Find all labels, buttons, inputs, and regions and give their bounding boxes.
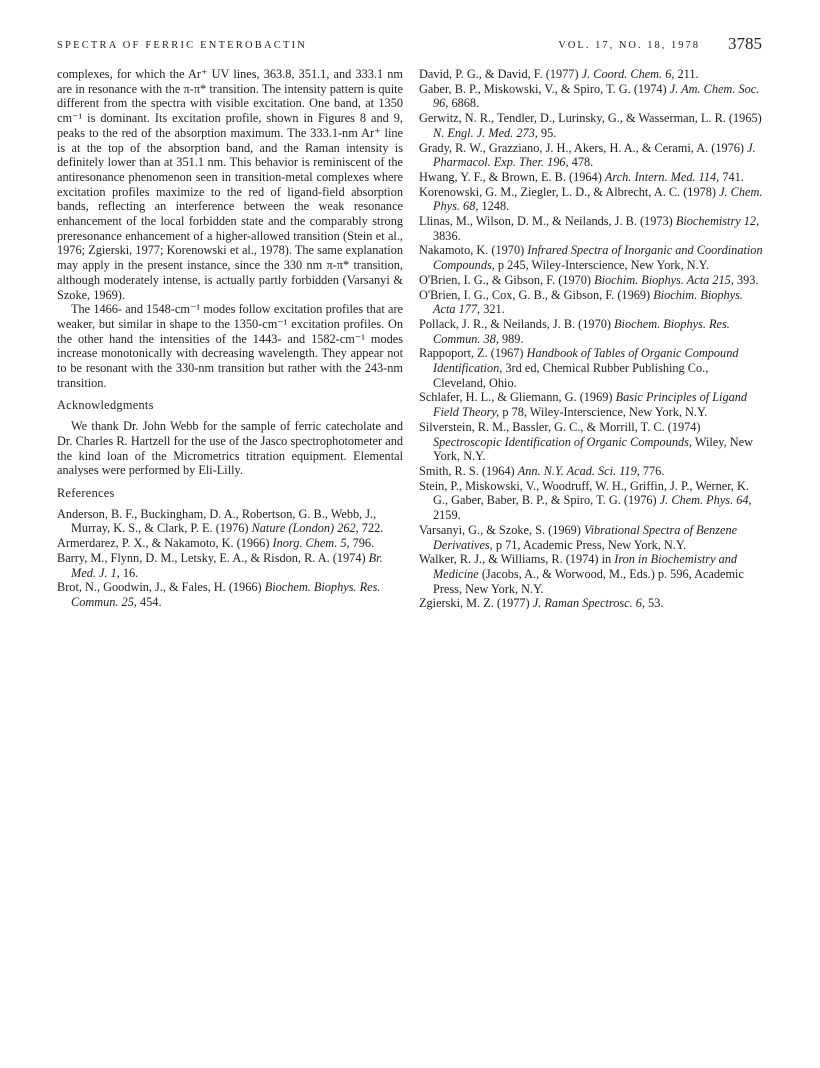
reference-source: J. Chem. Phys. 64, bbox=[659, 493, 752, 508]
reference-entry bbox=[419, 214, 763, 243]
reference-details: 741. bbox=[719, 169, 744, 184]
reference-details: 776. bbox=[639, 463, 665, 478]
reference-entry bbox=[57, 507, 403, 536]
reference-source: Basic Principles of Ligand Field Theory, bbox=[433, 390, 748, 420]
reference-entry bbox=[419, 552, 763, 596]
reference-authors: Walker, R. J., & Williams, R. (1974) in bbox=[419, 552, 615, 567]
references-heading: References bbox=[57, 485, 115, 500]
reference-entry bbox=[419, 82, 763, 111]
reference-details: 722. bbox=[358, 521, 384, 536]
reference-source: Arch. Intern. Med. 114, bbox=[604, 169, 720, 184]
reference-source: Ann. N.Y. Acad. Sci. 119, bbox=[517, 463, 640, 478]
reference-details: 3rd ed, Chemical Rubber Publishing Co., Cleveland, Ohio. bbox=[433, 361, 709, 390]
reference-source: Inorg. Chem. 5, bbox=[272, 536, 350, 551]
reference-authors: Nakamoto, K. (1970) bbox=[419, 243, 528, 258]
reference-entry bbox=[419, 67, 763, 82]
reference-authors: Pollack, J. R., & Neilands, J. B. (1970) bbox=[419, 316, 615, 331]
reference-source: J. Am. Chem. Soc. 96, bbox=[433, 81, 760, 111]
acknowledgments-text: We thank Dr. John Webb for the sample of ferric catecholate and Dr. Charles R. Hartzell for the use of the Jasco spectrophotometer and the kind loan of the Micrometrics titration equipment. Elemental analyses were performed by Eli-Lilly. bbox=[57, 419, 403, 478]
reference-source: Spectroscopic Identification of Organic Compounds, bbox=[433, 434, 692, 449]
reference-source: J. Coord. Chem. 6, bbox=[581, 67, 675, 81]
running-header bbox=[57, 34, 762, 56]
reference-source: N. Engl. J. Med. 273, bbox=[433, 125, 538, 140]
reference-entry bbox=[419, 390, 763, 419]
reference-authors: Zgierski, M. Z. (1977) bbox=[419, 596, 533, 611]
volume-info: VOL. 17, NO. 18, 1978 bbox=[558, 40, 700, 51]
reference-source: Infrared Spectra of Inorganic and Coordination Compounds, bbox=[433, 243, 763, 273]
reference-entry bbox=[419, 243, 763, 272]
reference-entry bbox=[419, 420, 763, 464]
running-title: SPECTRA OF FERRIC ENTEROBACTIN bbox=[57, 40, 308, 51]
reference-source: J. Pharmacol. Exp. Ther. 196, bbox=[433, 140, 756, 170]
reference-source: J. Raman Spectrosc. 6, bbox=[532, 596, 645, 611]
reference-entry bbox=[419, 111, 763, 140]
reference-details: (Jacobs, A., & Worwood, M., Eds.) p. 596, Academic Press, New York, N.Y. bbox=[433, 566, 744, 596]
reference-details: 53. bbox=[644, 596, 664, 611]
reference-details: p 71, Academic Press, New York, N.Y. bbox=[492, 537, 687, 552]
reference-entry bbox=[419, 479, 763, 523]
reference-authors: Barry, M., Flynn, D. M., Letsky, E. A., & Risdon, R. A. (1974) bbox=[57, 550, 369, 565]
reference-details: 989. bbox=[498, 331, 524, 346]
reference-entry bbox=[419, 273, 763, 288]
reference-authors: Schlafer, H. L., & Gliemann, G. (1969) bbox=[419, 390, 616, 405]
reference-details: 16. bbox=[119, 565, 139, 580]
reference-authors: Gaber, B. P., Miskowski, V., & Spiro, T. G. (1974) bbox=[419, 81, 670, 96]
reference-source: J. Chem. Phys. 68, bbox=[433, 184, 763, 214]
reference-authors: Llinas, M., Wilson, D. M., & Neilands, J. B. (1973) bbox=[419, 214, 676, 229]
reference-entry bbox=[419, 141, 763, 170]
reference-entry bbox=[57, 536, 403, 551]
reference-details: 211. bbox=[674, 67, 699, 81]
reference-source: Biochemistry 12, bbox=[675, 214, 760, 229]
reference-authors: O'Brien, I. G., Cox, G. B., & Gibson, F. (1969) bbox=[419, 287, 654, 302]
reference-authors: O'Brien, I. G., & Gibson, F. (1970) bbox=[419, 272, 595, 287]
left-column bbox=[57, 67, 403, 610]
reference-entry bbox=[419, 464, 763, 479]
reference-entry bbox=[419, 288, 763, 317]
reference-authors: Varsanyi, G., & Szoke, S. (1969) bbox=[419, 522, 584, 537]
reference-authors: Smith, R. S. (1964) bbox=[419, 463, 518, 478]
reference-details: 393. bbox=[733, 272, 759, 287]
reference-entry bbox=[57, 580, 403, 609]
reference-authors: Brot, N., Goodwin, J., & Fales, H. (1966) bbox=[57, 580, 265, 595]
acknowledgments-heading: Acknowledgments bbox=[57, 398, 154, 413]
reference-entry bbox=[419, 523, 763, 552]
reference-authors: Silverstein, R. M., Bassler, G. C., & Morrill, T. C. (1974) bbox=[419, 419, 701, 434]
reference-details: 796. bbox=[349, 536, 375, 551]
reference-entry bbox=[419, 185, 763, 214]
body-paragraph-1: complexes, for which the Ar⁺ UV lines, 363.8, 351.1, and 333.1 nm are in resonance with the π-π* transition. The intensity pattern is quite different from the spectra with visible excitation. One band, at 1350 cm⁻¹ is dominant. Its excitation profile, shown in Figures 8 and 9, peaks to the red of the absorption maximum. The 333.1-nm Ar⁺ line is at the top of the absorption band, and the Raman intensity is definitely lower than at 351.1 nm. This behavior is reminiscent of the antiresonance phenomenon seen in transition-metal complexes where excitation profiles maximize to the red of ligand-field absorption bands, reflecting an interference between the weak resonance enhancement of the local forbidden state and the comparably strong preresonance enhancement of a higher-allowed transition (Stein et al., 1976; Zgierski, 1977; Korenowski et al., 1978). The same explanation may apply in the present instance, since the 330 nm π-π* transition, although moderately intense, is actually partly forbidden (Varsanyi & Szoke, 1969). bbox=[57, 67, 403, 302]
reference-entry bbox=[419, 170, 763, 185]
reference-source: Biochem. Biophys. Res. Commun. 38, bbox=[433, 316, 730, 346]
reference-entry bbox=[419, 596, 763, 611]
reference-source: Vibrational Spectra of Benzene Derivatives, bbox=[433, 522, 738, 552]
reference-details: 6868. bbox=[448, 96, 480, 111]
reference-entry bbox=[419, 317, 763, 346]
reference-details: 2159. bbox=[433, 508, 461, 523]
reference-details: 321. bbox=[480, 302, 505, 317]
reference-details: p 245, Wiley-Interscience, New York, N.Y. bbox=[494, 258, 710, 273]
reference-list-right bbox=[419, 67, 763, 611]
reference-authors: Armerdarez, P. X., & Nakamoto, K. (1966) bbox=[57, 536, 273, 551]
reference-authors: Anderson, B. F., Buckingham, D. A., Robertson, G. B., Webb, J., Murray, K. S., & Clark, P. E. (1976) bbox=[57, 506, 377, 536]
reference-entry bbox=[57, 551, 403, 580]
body-paragraph-2: The 1466- and 1548-cm⁻¹ modes follow excitation profiles that are weaker, but similar in shape to the 1350-cm⁻¹ excitation profiles. On the other hand the intensities of the 1443- and 1582-cm⁻¹ modes increase monotonically with decreasing wavelength. They appear not to be resonant with the 330-nm transition but rather with the 243-nm transition. bbox=[57, 302, 403, 390]
reference-source: Biochem. Biophys. Res. Commun. 25, bbox=[71, 580, 381, 609]
reference-authors: Gerwitz, N. R., Tendler, D., Lurinsky, G., & Wasserman, L. R. (1965) bbox=[419, 111, 762, 126]
reference-authors: Rappoport, Z. (1967) bbox=[419, 346, 527, 361]
reference-source: Biochim. Biophys. Acta 215, bbox=[594, 272, 734, 287]
reference-entry bbox=[419, 346, 763, 390]
reference-details: 3836. bbox=[433, 228, 461, 243]
reference-source: Handbook of Tables of Organic Compound Identification, bbox=[433, 346, 739, 376]
reference-details: 95. bbox=[537, 125, 557, 140]
reference-list-left bbox=[57, 507, 403, 610]
page-number: 3785 bbox=[728, 34, 762, 53]
reference-details: p 78, Wiley-Interscience, New York, N.Y. bbox=[499, 405, 708, 420]
reference-details: 478. bbox=[568, 155, 594, 170]
right-column bbox=[419, 67, 763, 611]
reference-source: Br. Med. J. 1, bbox=[71, 550, 383, 580]
reference-source: Iron in Biochemistry and Medicine bbox=[433, 552, 738, 581]
reference-authors: Grady, R. W., Grazziano, J. H., Akers, H. A., & Cerami, A. (1976) bbox=[419, 140, 748, 155]
reference-details: 1248. bbox=[478, 199, 510, 214]
reference-details: Wiley, New York, N.Y. bbox=[433, 434, 753, 464]
reference-details: 454. bbox=[136, 594, 162, 609]
reference-source: Nature (London) 262, bbox=[251, 521, 359, 536]
reference-authors: Hwang, Y. F., & Brown, E. B. (1964) bbox=[419, 169, 605, 184]
reference-authors: David, P. G., & David, F. (1977) bbox=[419, 67, 582, 81]
reference-source: Biochim. Biophys. Acta 177, bbox=[433, 287, 744, 317]
reference-authors: Stein, P., Miskowski, V., Woodruff, W. H., Griffin, J. P., Werner, K. G., Gaber, Baber, B. P., & Spiro, T. G. (1976) bbox=[419, 478, 749, 508]
reference-authors: Korenowski, G. M., Ziegler, L. D., & Albrecht, A. C. (1978) bbox=[419, 184, 720, 199]
